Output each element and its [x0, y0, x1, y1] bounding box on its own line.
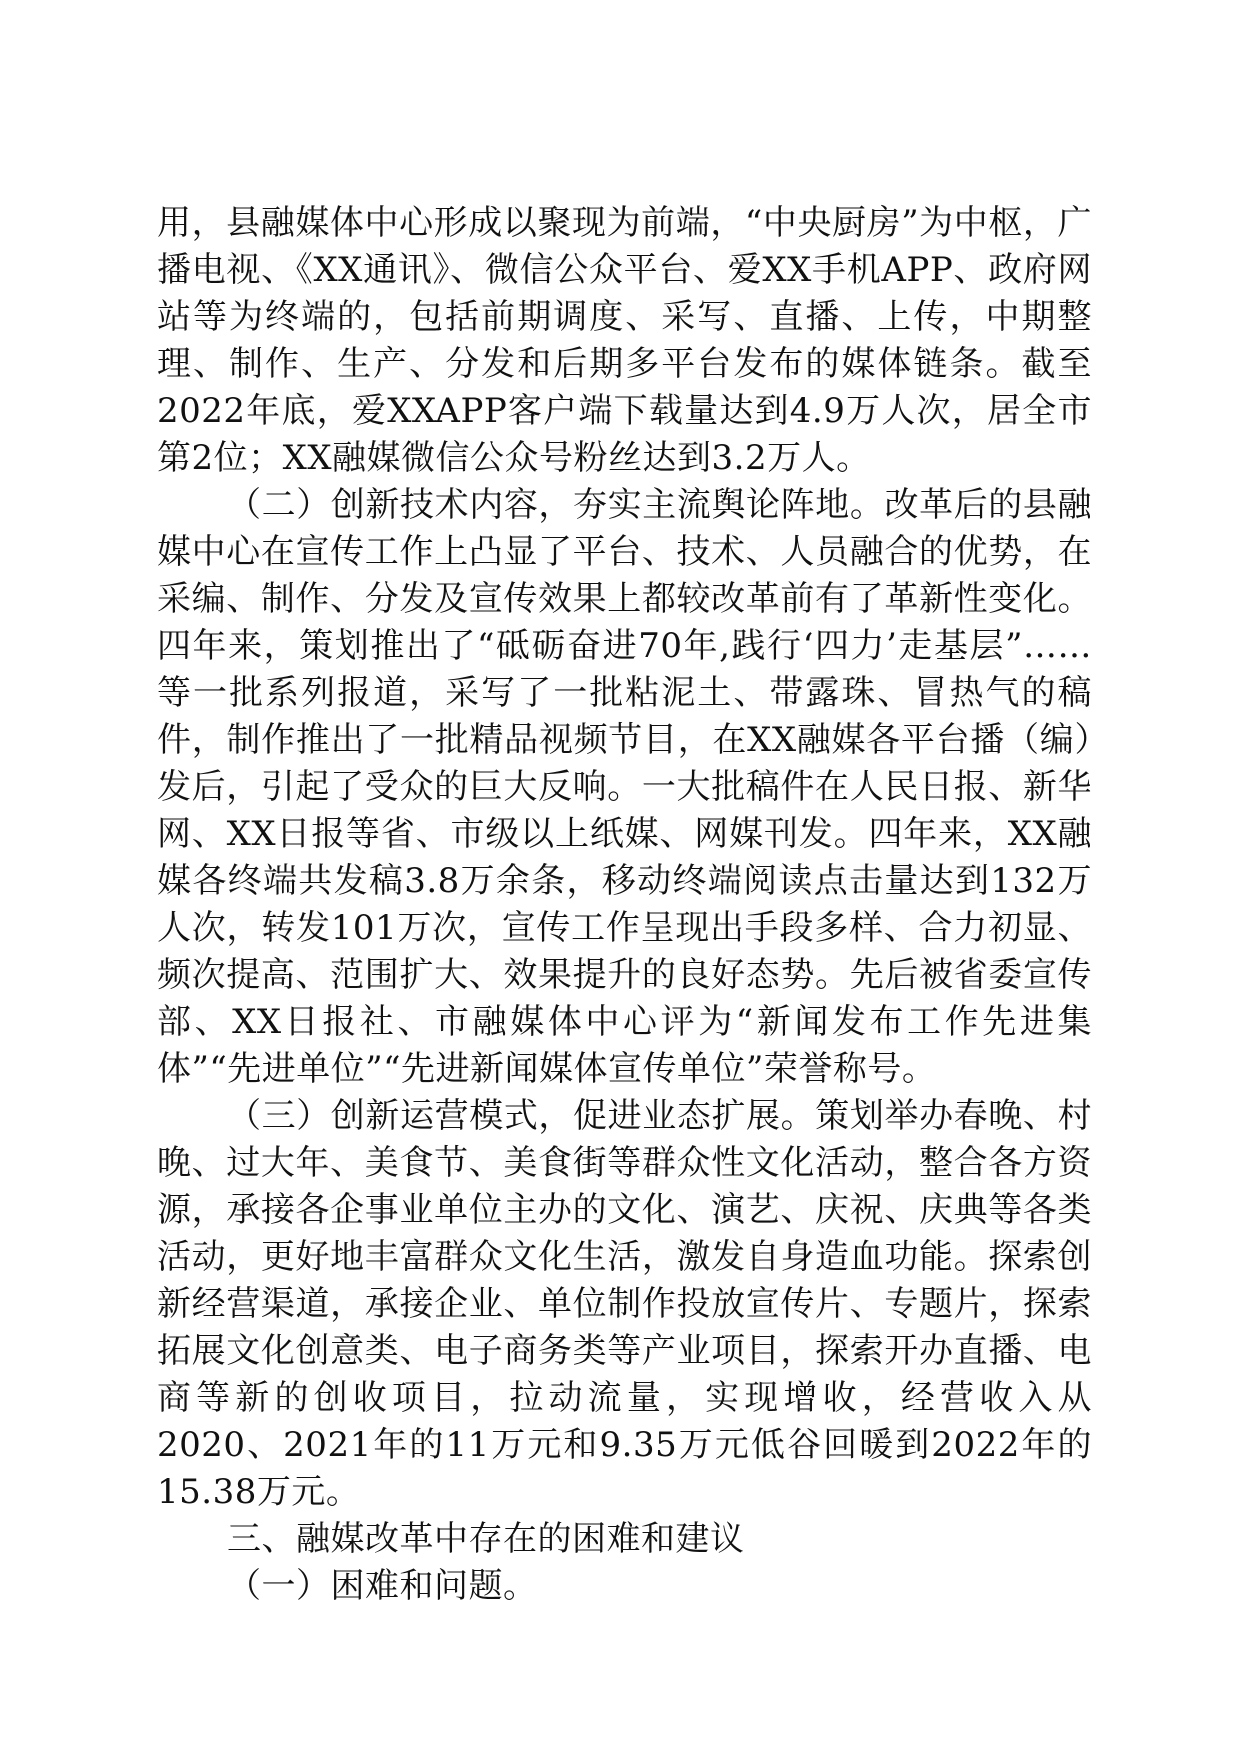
document-page	[157, 200, 1092, 1610]
section-heading: 三、融媒改革中存在的困难和建议	[227, 1519, 745, 1559]
subsection-heading: （一）困难和问题。	[227, 1566, 538, 1606]
paragraph-technology-content: （二）创新技术内容，夯实主流舆论阵地。改革后的县融媒中心在宣传工作上凸显了平台、技术、人员融合的优势，在采编、制作、分发及宣传效果上都较改革前有了革新性变化。四年来，策划推出了“砥砺奋进70年,践行‘四力’走基层”……等一批系列报道，采写了一批粘泥土、带露珠、冒热气的稿件，制作推出了一批精品视频节目，在XX融媒各平台播（编）发后，引起了受众的巨大反响。一大批稿件在人民日报、新华网、XX日报等省、市级以上纸媒、网媒刊发。四年来，XX融媒各终端共发稿3.8万余条，移动终端阅读点击量达到132万人次，转发101万次，宣传工作呈现出手段多样、合力初显、频次提高、范围扩大、效果提升的良好态势。先后被省委宣传部、XX日报社、市融媒体中心评为“新闻发布工作先进集体”“先进单位”“先进新闻媒体宣传单位”荣誉称号。	[157, 485, 1092, 1089]
paragraph-media-chain: 用，县融媒体中心形成以聚现为前端，“中央厨房”为中枢，广播电视、《XX通讯》、微信公众平台、爱XX手机APP、政府网站等为终端的，包括前期调度、采写、直播、上传，中期整理、制作、生产、分发和后期多平台发布的媒体链条。截至2022年底，爱XXAPP客户端下载量达到4.9万人次，居全市第2位；XX融媒微信公众号粉丝达到3.2万人。	[157, 203, 1092, 478]
paragraph-operation-model: （三）创新运营模式，促进业态扩展。策划举办春晚、村晚、过大年、美食节、美食街等群众性文化活动，整合各方资源，承接各企事业单位主办的文化、演艺、庆祝、庆典等各类活动，更好地丰富群众文化生活，激发自身造血功能。探索创新经营渠道，承接企业、单位制作投放宣传片、专题片，探索拓展文化创意类、电子商务类等产业项目，探索开办直播、电商等新的创收项目，拉动流量，实现增收，经营收入从2020、2021年的11万元和9.35万元低谷回暖到2022年的15.38万元。	[157, 1096, 1092, 1512]
